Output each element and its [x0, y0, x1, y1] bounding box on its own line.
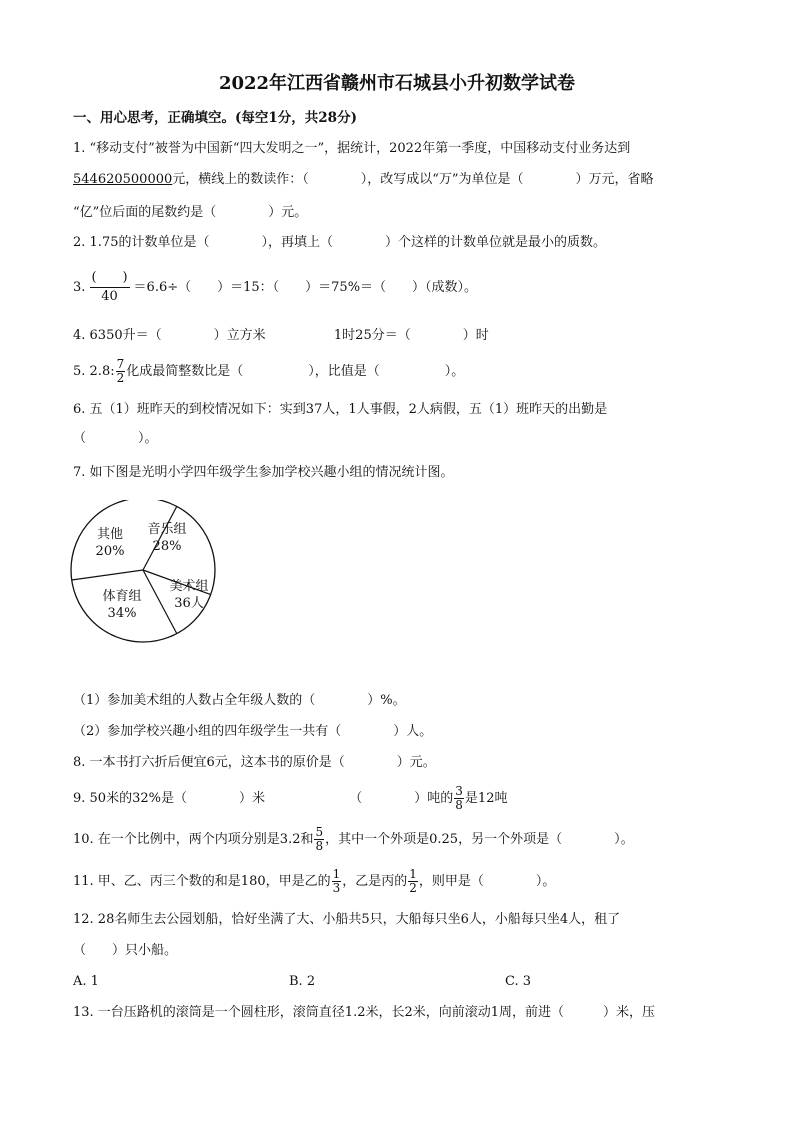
fraction-denominator: 8: [455, 798, 463, 812]
question-9-fraction: [454, 785, 464, 812]
question-4-part-b: 1时25分＝（ ）时: [333, 328, 489, 343]
fraction-denominator: 2: [409, 881, 417, 895]
option-b: B. 2: [289, 974, 316, 989]
question-5-text: 化成最简整数比是（ ），比值是（ ）。: [126, 364, 465, 379]
question-4: [73, 326, 489, 346]
fraction-denominator: 2: [116, 371, 125, 385]
question-13: 13. 一台压路机的滚筒是一个圆柱形，滚筒直径1.2米，长2米，向前滚动1周，前进（ ）米，压: [73, 1005, 656, 1020]
question-8: 8. 一本书打六折后便宜6元，这本书的原价是（ ）元。: [73, 755, 436, 770]
section-heading: 一、用心思考，正确填空。(每空1分，共28分): [73, 110, 357, 126]
question-9-part-a: 9. 50米的32%是（ ）米: [73, 791, 265, 806]
fraction-denominator: 3: [332, 881, 341, 895]
question-11-part-a: 11. 甲、乙、丙三个数的和是180，甲是乙的: [73, 874, 331, 889]
question-5: [73, 352, 464, 392]
question-4-part-a: 4. 6350升＝（ ）立方米: [73, 328, 266, 343]
question-11-part-c: ，则甲是（ ）。: [418, 874, 556, 889]
pie-slice-label-1: 28%: [152, 539, 182, 554]
fraction-numerator: 5: [315, 825, 324, 839]
option-c: C. 3: [505, 974, 532, 989]
option-a: A. 1: [73, 974, 99, 989]
question-7: 7. 如下图是光明小学四年级学生参加学校兴趣小组的情况统计图。: [73, 465, 454, 480]
question-10-fraction: [314, 826, 324, 853]
underlined-number: 544620500000: [73, 172, 173, 187]
question-3: [73, 268, 477, 308]
question-9-part-b: （ ）吨的: [349, 791, 454, 806]
question-7-sub-1: （1）参加美术组的人数占全年级人数的（ ）%。: [73, 693, 406, 708]
question-1-line-2-text: 元，横线上的数读作：（ ），改写成以“万”为单位是（ ）万元，省略: [172, 172, 654, 187]
pie-slice-name-1: 音乐组: [147, 522, 187, 537]
fraction-numerator: 7: [116, 357, 125, 371]
question-5-fraction: [116, 358, 126, 385]
question-1-line-2: [73, 170, 654, 190]
question-7-sub-2: （2）参加学校兴趣小组的四年级学生一共有（ ）人。: [73, 724, 433, 739]
fraction-numerator: 1: [409, 867, 417, 881]
pie-slice-label-2: 36人: [174, 596, 204, 611]
question-2: 2. 1.75的计数单位是（ ），再填上（ ）个这样的计数单位就是最小的质数。: [73, 235, 606, 250]
question-12-options: [73, 972, 721, 992]
pie-chart: [70, 500, 230, 650]
pie-slice-label-3: 34%: [107, 606, 137, 621]
pie-slice-label-4: 20%: [95, 544, 125, 559]
question-6-line-1: 6. 五（1）班昨天的到校情况如下：实到37人，1人事假，2人病假，五（1）班昨天的出勤是: [73, 402, 608, 417]
fraction-denominator: 40: [101, 289, 118, 304]
question-11: [73, 864, 555, 900]
question-3-fraction: [90, 269, 130, 306]
fraction-numerator: 3: [455, 784, 463, 798]
question-10-part-a: 10. 在一个比例中，两个内项分别是3.2和: [73, 832, 314, 847]
question-6-line-2: （ ）。: [73, 431, 158, 446]
page-title: 2022年江西省赣州市石城县小升初数学试卷: [218, 73, 576, 94]
question-10-part-b: ，其中一个外项是0.25，另一个外项是（ ）。: [325, 832, 634, 847]
question-10: [73, 822, 634, 858]
pie-slice-boundary-4: [72, 570, 143, 580]
question-9: [73, 782, 507, 816]
question-12-line-1: 12. 28名师生去公园划船，恰好坐满了大、小船共5只，大船每只坐6人，小船每只坐4人，租了: [73, 912, 621, 927]
question-11-fraction-2: [408, 868, 418, 895]
question-1-line-1: 1. “移动支付”被誉为中国新“四大发明之一”，据统计，2022年第一季度，中国移动支付业务达到: [73, 141, 631, 156]
question-11-fraction-1: [332, 868, 342, 895]
question-3-number: 3.: [73, 280, 86, 295]
fraction-denominator: 8: [315, 839, 324, 853]
fraction-numerator: ( ): [90, 269, 130, 288]
pie-slice-name-2: 美术组: [169, 579, 209, 594]
question-3-text: ＝6.6÷（ ）＝15：（ ）＝75%＝（ ）（成数）。: [133, 280, 478, 295]
question-1-line-3: “亿”位后面的尾数约是（ ）元。: [73, 205, 308, 220]
question-5-number: 5. 2.8:: [73, 364, 115, 379]
question-9-part-c: 是12吨: [464, 791, 508, 806]
question-11-part-b: ，乙是丙的: [342, 874, 408, 889]
question-12-line-2: （ ）只小船。: [73, 943, 178, 958]
pie-slice-name-3: 体育组: [102, 589, 142, 604]
fraction-numerator: 1: [332, 867, 341, 881]
pie-slice-name-4: 其他: [96, 527, 124, 542]
